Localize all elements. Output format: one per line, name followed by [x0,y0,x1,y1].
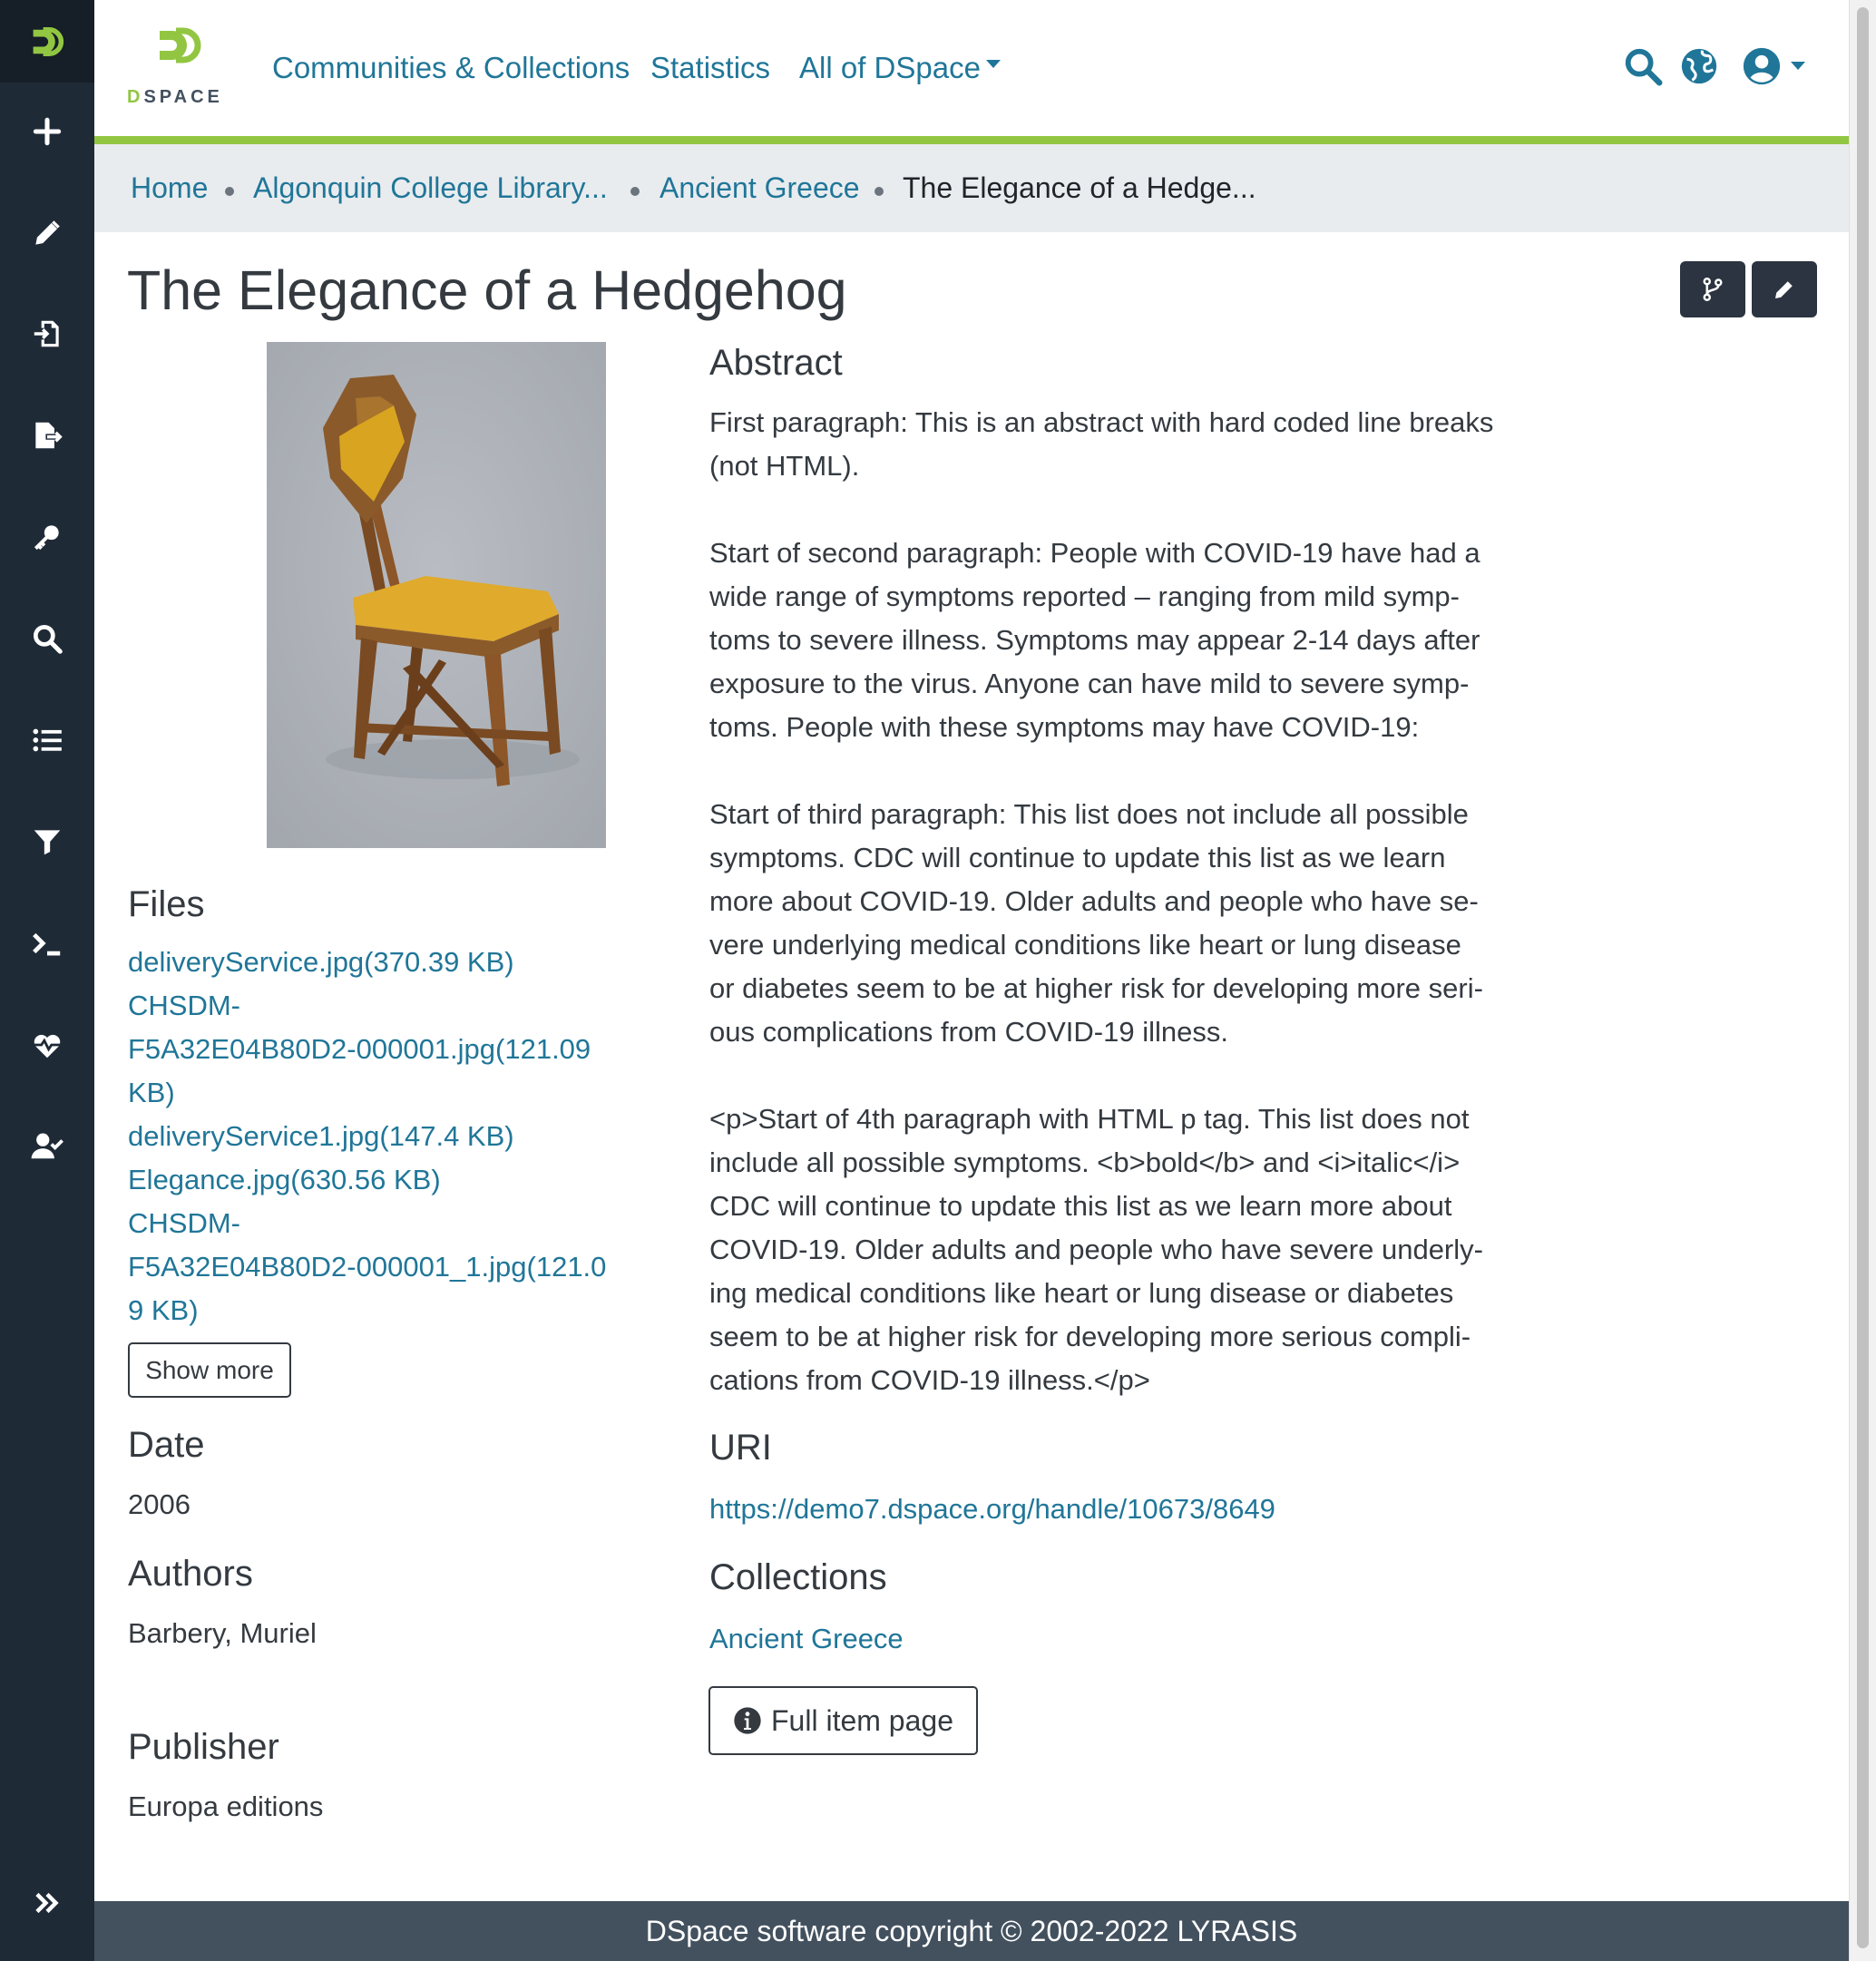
author-link[interactable]: Barbery, Muriel [128,1617,317,1649]
abstract-line: toms. People with these symptoms may have COVID-19: [709,711,1420,743]
admin-sidebar [0,0,94,1961]
nav-statistics[interactable]: Statistics [650,51,771,84]
language-globe-icon[interactable] [1678,45,1720,87]
processes-terminal-icon[interactable] [0,907,94,980]
file-link[interactable]: CHSDM- [128,990,240,1021]
date-heading: Date [128,1425,205,1465]
abstract-line: include all possible symptoms. <b>bold</b> and <i>italic</i> [709,1146,1461,1178]
nav-all-of-dspace-label: All of DSpace [799,51,981,84]
versioning-button[interactable] [1680,261,1745,317]
breadcrumb-separator [630,187,640,196]
site-header [94,0,1849,136]
abstract-line: toms to severe illness. Symptoms may appear 2-14 days after [709,624,1480,656]
edit-item-button[interactable] [1752,261,1817,317]
logo-text-rest: SPACE [143,87,223,107]
abstract-line: or diabetes seem to be at higher risk for developing more seri- [709,972,1483,1004]
page-scrollbar[interactable] [1849,0,1876,1961]
breadcrumb-current: The Elegance of a Hedge... [903,171,1256,204]
file-link[interactable]: deliveryService1.jpg(147.4 KB) [128,1120,514,1152]
abstract-paragraph [709,532,1544,749]
file-link-continued[interactable]: 9 KB) [128,1294,199,1326]
breadcrumb-separator [874,187,884,196]
nav-all-of-dspace[interactable] [799,51,1001,85]
code-branch-icon [1699,276,1726,303]
abstract-line: cations from COVID-19 illness.</p> [709,1364,1150,1396]
search-icon[interactable] [1622,45,1664,87]
chevron-down-icon [986,60,1001,68]
full-item-page-button[interactable] [708,1686,978,1755]
collection-link[interactable]: Ancient Greece [709,1623,904,1654]
expand-sidebar-icon[interactable] [0,1867,94,1939]
file-link[interactable]: deliveryService.jpg(370.39 KB) [128,946,514,978]
abstract-line: (not HTML). [709,450,860,482]
abstract-line: symptoms. CDC will continue to update this list as we learn [709,842,1446,873]
file-link-continued[interactable]: F5A32E04B80D2-000001.jpg(121.09 [128,1033,591,1065]
curation-filter-icon[interactable] [0,805,94,878]
import-icon[interactable] [0,298,94,370]
item-thumbnail-image[interactable] [267,342,606,848]
abstract-line: First paragraph: This is an abstract with hard coded line breaks [709,406,1494,438]
breadcrumb-home[interactable]: Home [131,171,209,204]
user-avatar-icon[interactable] [1741,45,1783,87]
chair-image [267,342,606,848]
abstract-line: <p>Start of 4th paragraph with HTML p tag. This list does not [709,1103,1470,1135]
abstract-line: ous complications from COVID-19 illness. [709,1016,1228,1048]
date-value: 2006 [128,1488,191,1520]
health-heartbeat-icon[interactable] [0,1009,94,1081]
workflow-user-check-icon[interactable] [0,1109,94,1182]
abstract-body [709,401,1544,1402]
footer-copyright: DSpace software copyright © 2002-2022 LYRASIS [94,1901,1849,1961]
file-link[interactable]: Elegance.jpg(630.56 KB) [128,1164,441,1195]
file-link-continued[interactable]: KB) [128,1077,175,1108]
search-icon[interactable] [0,602,94,675]
breadcrumb [94,144,1849,232]
abstract-line: Start of second paragraph: People with COVID-19 have had a [709,537,1480,569]
abstract-paragraph [709,1098,1544,1402]
header-accent-bar [94,136,1849,144]
new-icon[interactable] [0,95,94,168]
abstract-line: COVID-19. Older adults and people who have severe underly- [709,1234,1483,1265]
breadcrumb-separator [225,187,234,196]
abstract-line: wide range of symptoms reported – ranging from mild symp- [709,580,1460,612]
breadcrumb-collection[interactable]: Ancient Greece [660,171,860,204]
user-menu-chevron-down-icon[interactable] [1791,62,1805,70]
registries-list-icon[interactable] [0,704,94,776]
abstract-line: CDC will continue to update this list as we learn more about [709,1190,1452,1222]
abstract-line: Start of third paragraph: This list does not include all possible [709,798,1469,830]
abstract-paragraph [709,401,1544,488]
abstract-line: seem to be at higher risk for developing more serious compli- [709,1321,1471,1352]
files-heading: Files [128,884,205,924]
dspace-logo-icon[interactable] [0,0,94,83]
abstract-paragraph [709,793,1544,1054]
scrollbar-thumb[interactable] [1857,7,1869,1948]
breadcrumb-community[interactable]: Algonquin College Library... [253,171,608,204]
abstract-line: ing medical conditions like heart or lung disease or diabetes [709,1277,1454,1309]
logo-text: DSPACE [127,87,223,107]
page-title: The Elegance of a Hedgehog [127,259,847,321]
file-link-continued[interactable]: F5A32E04B80D2-000001_1.jpg(121.0 [128,1251,607,1283]
access-control-key-icon[interactable] [0,501,94,573]
show-more-button[interactable]: Show more [128,1342,291,1398]
export-icon[interactable] [0,399,94,472]
abstract-line: exposure to the virus. Anyone can have mild to severe symp- [709,668,1470,699]
abstract-line: more about COVID-19. Older adults and people who have se- [709,885,1479,917]
edit-pencil-icon[interactable] [0,197,94,269]
uri-heading: URI [709,1428,772,1468]
nav-communities-collections[interactable]: Communities & Collections [272,51,630,84]
collections-heading: Collections [709,1557,887,1597]
authors-heading: Authors [128,1554,253,1594]
abstract-heading: Abstract [709,343,843,383]
abstract-line: vere underlying medical conditions like heart or lung disease [709,929,1461,961]
publisher-heading: Publisher [128,1727,279,1767]
info-circle-icon [733,1706,762,1735]
file-link[interactable]: CHSDM- [128,1207,240,1239]
uri-link[interactable]: https://demo7.dspace.org/handle/10673/8649 [709,1493,1275,1525]
full-item-page-label: Full item page [771,1703,953,1737]
publisher-value: Europa editions [128,1790,324,1822]
edit-pencil-icon [1771,276,1798,303]
